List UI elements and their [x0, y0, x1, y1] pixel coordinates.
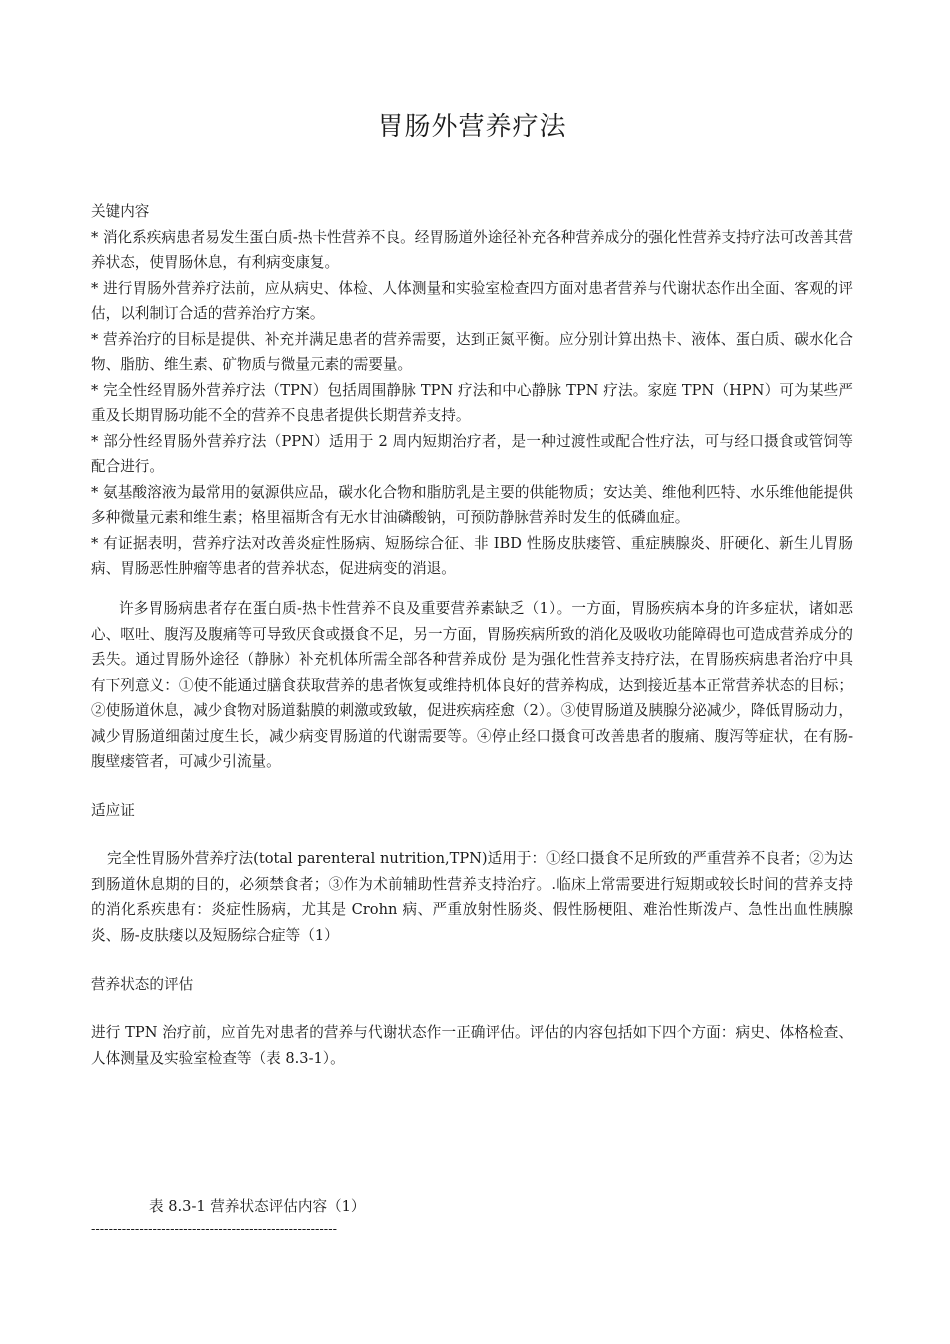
assessment-heading: 营养状态的评估 — [91, 976, 194, 993]
key-points-section — [91, 199, 853, 582]
assessment-paragraph: 进行 TPN 治疗前，应首先对患者的营养与代谢状态作一正确评估。评估的内容包括如下四个方面：病史、体格检查、人体测量及实验室检查等（表 8.3-1）。 — [91, 1024, 853, 1067]
table-caption: 表 8.3-1 营养状态评估内容（1） — [149, 1198, 366, 1215]
key-point-item: * 完全性经胃肠外营养疗法（TPN）包括周围静脉 TPN 疗法和中心静脉 TPN 疗法。家庭 TPN（HPN）可为某些严重及长期胃肠功能不全的营养不良患者提供长期营养支持。 — [91, 381, 853, 424]
key-point-item: * 部分性经胃肠外营养疗法（PPN）适用于 2 周内短期治疗者，是一种过渡性或配合性疗法，可与经口摄食或管饲等配合进行。 — [91, 432, 853, 475]
indications-heading: 适应证 — [91, 802, 135, 819]
key-point-item: * 氨基酸溶液为最常用的氨源供应品，碳水化合物和脂肪乳是主要的供能物质；安达美、维他利匹特、水乐维他能提供多种微量元素和维生素；格里福斯含有无水甘油磷酸钠，可预防静脉营养时发生的低磷血症。 — [91, 483, 853, 526]
intro-paragraph: 许多胃肠病患者存在蛋白质-热卡性营养不良及重要营养素缺乏（1）。一方面，胃肠疾病本身的许多症状，诸如恶心、呕吐、腹泻及腹痛等可导致厌食或摄食不足，另一方面，胃肠疾病所致的消化及吸收功能障碍也可造成营养成分的丢失。通过胃肠外途径（静脉）补充机体所需全部各种营养成份 是为强化性营养支持疗法，在胃肠疾病患者治疗中具有下列意义：①使不能通过膳食获取营养的患者恢复或维持机体良好的营养构成，达到接近基本正常营养状态的目标；②使肠道休息，减少食物对肠道黏膜的刺激或致敏，促进疾病痊愈（2）。③使胃肠道及胰腺分泌减少，降低胃肠动力，减少胃肠道细菌过度生长，减少病变胃肠道的代谢需要等。④停止经口摄食可改善患者的腹痛、腹泻等症状，在有肠-腹壁瘘管者，可减少引流量。 — [91, 600, 853, 770]
key-point-item: * 消化系疾病患者易发生蛋白质-热卡性营养不良。经胃肠道外途径补充各种营养成分的强化性营养支持疗法可改善其营养状态，使胃肠休息，有利病变康复。 — [91, 228, 853, 271]
table-dashed-rule: -------------------------------------------------------- — [91, 1222, 337, 1237]
key-point-item: * 有证据表明，营养疗法对改善炎症性肠病、短肠综合征、非 IBD 性肠皮肤瘘管、重症胰腺炎、肝硬化、新生儿胃肠病、胃肠恶性肿瘤等患者的营养状态，促进病变的消退。 — [91, 534, 853, 577]
indications-paragraph: 完全性胃肠外营养疗法(total parenteral nutrition,TPN)适用于：①经口摄食不足所致的严重营养不良者；②为达到肠道休息期的目的，必须禁食者；③作为术前辅助性营养支持治疗。.临床上常需要进行短期或较长时间的营养支持的消化系疾患有：炎症性肠病，尤其是 Crohn 病、严重放射性肠炎、假性肠梗阻、难治性斯泼卢、急性出血性胰腺炎、肠-皮肤瘘以及短肠综合症等（1） — [91, 850, 853, 944]
key-point-item: * 进行胃肠外营养疗法前，应从病史、体检、人体测量和实验室检查四方面对患者营养与代谢状态作出全面、客观的评估，以利制订合适的营养治疗方案。 — [91, 279, 853, 322]
document-title: 胃肠外营养疗法 — [377, 112, 567, 142]
key-point-item: * 营养治疗的目标是提供、补充并满足患者的营养需要，达到正氮平衡。应分别计算出热卡、液体、蛋白质、碳水化合物、脂肪、维生素、矿物质与微量元素的需要量。 — [91, 330, 853, 373]
key-points-heading: 关键内容 — [91, 203, 150, 220]
